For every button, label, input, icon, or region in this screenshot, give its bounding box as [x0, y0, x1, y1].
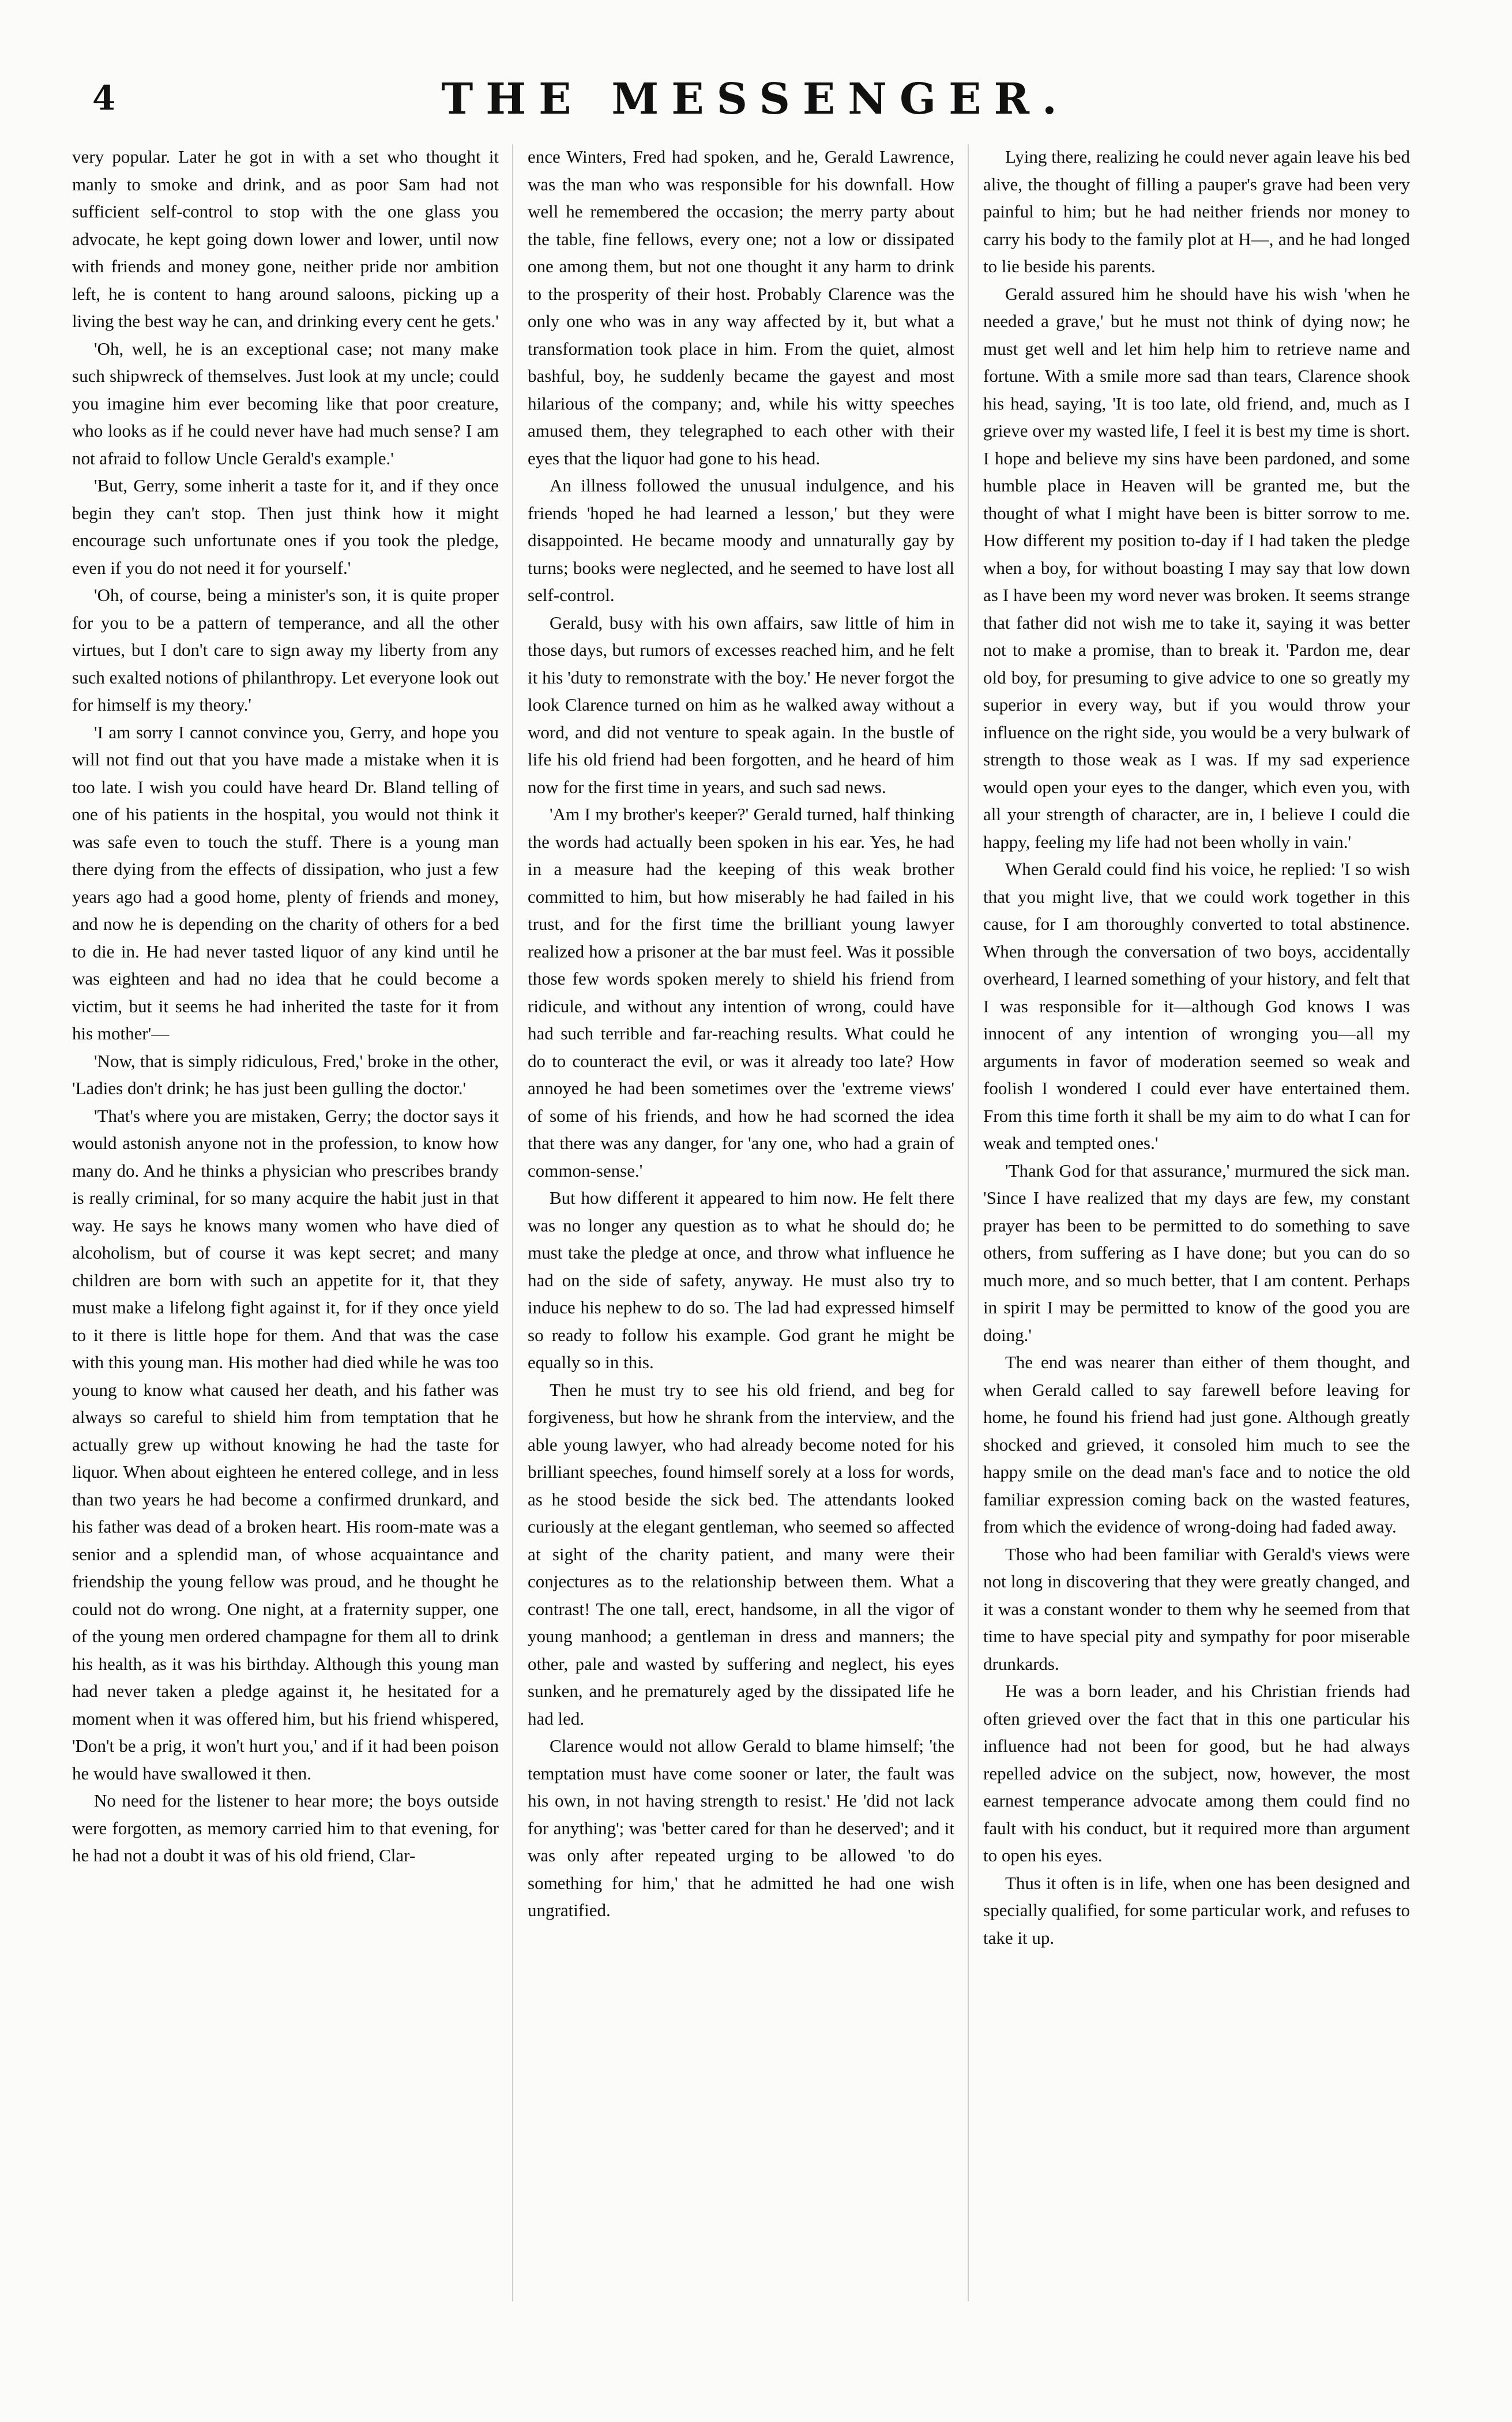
- paragraph: No need for the listener to hear more; the boys outside were forgotten, as memory carried him to that evening, for he had not a doubt it was of his old friend, Clar-: [72, 1790, 499, 1865]
- paragraph: 'Am I my brother's keeper?' Gerald turned, half thinking the words had actually been spoken in his ear. Yes, he had in a measure had the keeping of this weak brother committed to him, but how miserably he had failed in his trust, and for the first time the brilliant young lawyer realized how a prisoner at the bar must feel. Was it possible those few words spoken merely to shield his friend from ridicule, and without any intention of wrong, could have had such terrible and far-reaching results. What could he do to counteract the evil, or was it already too late? How annoyed he had been sometimes over the 'extreme views' of some of his friends, and how he had scorned the idea that there was any danger, for 'any one, who had a grain of common-sense.': [528, 804, 954, 1181]
- column-divider: [968, 144, 969, 2301]
- paper-title: THE MESSENGER.: [441, 74, 1070, 124]
- paragraph: But how different it appeared to him now. He felt there was no longer any question as to what he should do; he must take the pledge at once, and throw what influence he had on the side of safety, anyway. He must also try to induce his nephew to do so. The lad had expressed himself so ready to follow his example. God grant he might be equally so in this.: [528, 1188, 954, 1372]
- column-divider: [512, 144, 513, 2301]
- text-column-1: [72, 143, 499, 2312]
- paragraph: Gerald, busy with his own affairs, saw little of him in those days, but rumors of excesses reached him, and he felt it his 'duty to remonstrate with the boy.' He never forgot the look Clarence turned on him as he walked away without a word, and did not venture to speak again. In the bustle of life his old friend had been forgotten, and he heard of him now for the first time in years, and such sad news.: [528, 612, 954, 797]
- paragraph: Then he must try to see his old friend, and beg for forgiveness, but how he shrank from the interview, and the able young lawyer, who had already become noted for his brilliant speeches, found himself sorely at a loss for words, as he stood beside the sick bed. The attendants looked curiously at the elegant gentleman, who seemed so affected at sight of the charity patient, and many were their conjectures as to the relationship between them. What a contrast! The one tall, erect, handsome, in all the vigor of young manhood; a gentleman in dress and manners; the other, pale and wasted by suffering and neglect, his eyes sunken, and he prematurely aged by the dissipated life he had led.: [528, 1379, 954, 1729]
- masthead: [58, 69, 1453, 133]
- paragraph: When Gerald could find his voice, he replied: 'I so wish that you might live, that we could work together in this cause, for I am thoroughly converted to total abstinence. When through the conversation of two boys, accidentally overheard, I learned something of your history, and felt that I was responsible for it—although God knows I was innocent of any intention of wronging you—all my arguments in favor of moderation seemed so weak and foolish I wondered I could ever have entertained them. From this time forth it shall be my aim to do what I can for weak and tempted ones.': [983, 859, 1410, 1153]
- paragraph: 'But, Gerry, some inherit a taste for it, and if they once begin they can't stop. Then just think how it might encourage such unfortunate ones if you took the pledge, even if you do not need it for yourself.': [72, 475, 499, 578]
- text-column-2: [528, 143, 954, 2312]
- paragraph: Clarence would not allow Gerald to blame himself; 'the temptation must have come sooner or later, the fault was his own, in not having strength to resist.' He 'did not lack for anything'; was 'better cared for than he deserved'; and it was only after repeated urging to be allowed 'to do something for him,' that he admitted he had one wish ungratified.: [528, 1736, 954, 1920]
- paragraph: Those who had been familiar with Gerald's views were not long in discovering that they were greatly changed, and it was a constant wonder to them why he seemed from that time to have special pity and sympathy for poor miserable drunkards.: [983, 1544, 1410, 1674]
- paragraph: 'Oh, well, he is an exceptional case; not many make such shipwreck of themselves. Just look at my uncle; could you imagine him ever becoming like that poor creature, who looks as if he could never have had much sense? I am not afraid to follow Uncle Gerald's example.': [72, 338, 499, 468]
- paragraph: The end was nearer than either of them thought, and when Gerald called to say farewell before leaving for home, he found his friend had just gone. Although greatly shocked and grieved, it consoled him much to see the happy smile on the dead man's face and to notice the old familiar expression coming back on the wasted features, from which the evidence of wrong-doing had faded away.: [983, 1352, 1410, 1537]
- paragraph: An illness followed the unusual indulgence, and his friends 'hoped he had learned a lesson,' but they were disappointed. He became moody and unnaturally gay by turns; books were neglected, and he seemed to have lost all self-control.: [528, 475, 954, 605]
- paragraph: very popular. Later he got in with a set who thought it manly to smoke and drink, and as poor Sam had not sufficient self-control to stop with the one glass you advocate, he kept going down lower and lower, until now with friends and money gone, neither pride nor ambition left, he is content to hang around saloons, picking up a living the best way he can, and drinking every cent he gets.': [72, 147, 499, 331]
- paragraph: Gerald assured him he should have his wish 'when he needed a grave,' but he must not think of dying now; he must get well and let him help him to retrieve name and fortune. With a smile more sad than tears, Clarence shook his head, saying, 'It is too late, old friend, and, much as I grieve over my wasted life, I feel it is best my time is short. I hope and believe my sins have been pardoned, and some humble place in Heaven will be granted me, but the thought of what I might have been is bitter sorrow to me. How different my position to-day if I had taken the pledge when a boy, for without boasting I may say that low down as I have been my word never was broken. It seems strange that father did not wish me to take it, saying it was better not to make a promise, than to break it. 'Pardon me, dear old boy, for presuming to give advice to one so greatly my superior in every way, but if you would throw your influence on the right side, you would be a very bulwark of strength to those weak as I was. If my sad experience would open your eyes to the danger, which even you, with all your strength of character, are in, I believe I could die happy, feeling my life had not been wholly in vain.': [983, 283, 1410, 852]
- paragraph: 'Thank God for that assurance,' murmured the sick man. 'Since I have realized that my days are few, my constant prayer has been to be permitted to do something to save others, from suffering as I have done; but you can do so much more, and so much better, that I am content. Perhaps in spirit I may be permitted to know of the good you are doing.': [983, 1160, 1410, 1345]
- paragraph: Thus it often is in life, when one has been designed and specially qualified, for some particular work, and refuses to take it up.: [983, 1872, 1410, 1948]
- paragraph: 'Oh, of course, being a minister's son, it is quite proper for you to be a pattern of temperance, and all the other virtues, but I don't care to sign away my liberty from any such exalted notions of philanthropy. Let everyone look out for himself is my theory.': [72, 585, 499, 715]
- paragraph: 'I am sorry I cannot convince you, Gerry, and hope you will not find out that you have made a mistake when it is too late. I wish you could have heard Dr. Bland telling of one of his patients in the hospital, you would not think it was safe even to touch the stuff. There is a young man there dying from the effects of dissipation, who just a few years ago had a good home, plenty of friends and money, and now he is depending on the charity of others for a bed to die in. He had never tasted liquor of any kind until he was eighteen and had no idea that he could become a victim, but it seems he had inherited the taste for it from his mother'—: [72, 722, 499, 1043]
- paragraph: ence Winters, Fred had spoken, and he, Gerald Lawrence, was the man who was responsible for his downfall. How well he remembered the occasion; the merry party about the table, fine fellows, every one; not a low or dissipated one among them, but not one thought it any harm to drink to the prosperity of their host. Probably Clarence was the only one who was in any way affected by it, but what a transformation took place in him. From the quiet, almost bashful, boy, he suddenly became the gayest and most hilarious of the company; and, while his witty speeches amused them, they telegraphed to each other with their eyes that the liquor had gone to his head.: [528, 147, 954, 468]
- paragraph: 'Now, that is simply ridiculous, Fred,' broke in the other, 'Ladies don't drink; he has just been gulling the doctor.': [72, 1050, 499, 1098]
- paragraph: He was a born leader, and his Christian friends had often grieved over the fact that in this one particular his influence had not been for good, but he had always repelled advice on the subject, now, however, the most earnest temperance advocate among them could find no fault with his conduct, but it required more than argument to open his eyes.: [983, 1681, 1410, 1865]
- page-number: 4: [92, 78, 116, 118]
- paragraph: Lying there, realizing he could never again leave his bed alive, the thought of filling a pauper's grave had been very painful to him; but he had neither friends nor money to carry his body to the family plot at H—, and he had longed to lie beside his parents.: [983, 147, 1410, 276]
- paragraph: 'That's where you are mistaken, Gerry; the doctor says it would astonish anyone not in the profession, to know how many do. And he thinks a physician who prescribes brandy is really criminal, for so many acquire the habit just in that way. He says he knows many women who have died of alcoholism, but of course it was kept secret; and many children are born with such an appetite for it, that they must make a lifelong fight against it, for if they once yield to it there is little hope for them. And that was the case with this young man. His mother had died while he was too young to know what caused her death, and his father was always so careful to shield him from temptation that he actually grew up without knowing he had the taste for liquor. When about eighteen he entered college, and in less than two years he had become a confirmed drunkard, and his father was dead of a broken heart. His room-mate was a senior and a splendid man, of whose acquaintance and friendship the young fellow was proud, and he thought he could not do wrong. One night, at a fraternity supper, one of the young men ordered champagne for them all to drink his health, as it was his birthday. Although this young man had never taken a pledge against it, he hesitated for a moment when it was offered him, but his friend whispered, 'Don't be a prig, it won't hurt you,' and if it had been poison he would have swallowed it then.: [72, 1105, 499, 1783]
- text-column-3: [983, 143, 1410, 2312]
